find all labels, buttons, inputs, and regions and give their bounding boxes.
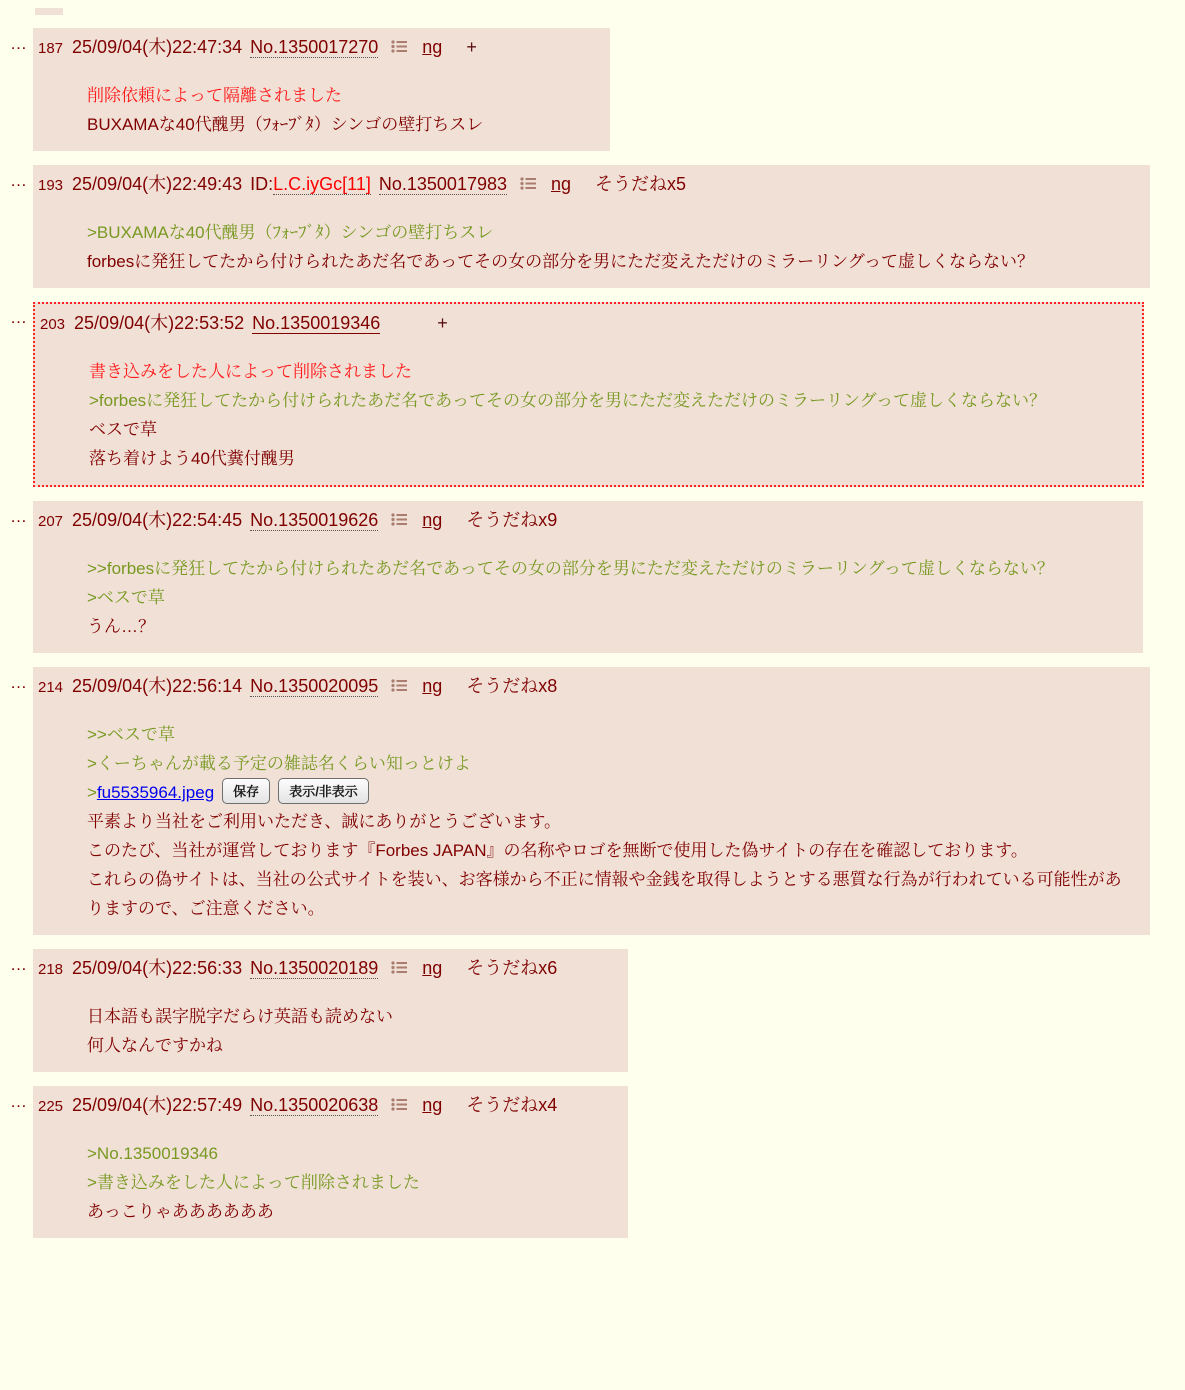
quote-line: >>ベスで草 [87,725,175,744]
sodane-count[interactable]: そうだねx6 [466,958,558,978]
post-text-line: これらの偽サイトは、当社の公式サイトを装い、お客様から不正に情報や金銭を取得しようとする悪質な行為が行われている可能性がありますので、ご注意ください。 [87,870,1122,918]
post-menu-dots[interactable]: … [10,1092,27,1111]
reply-counter: 218 [38,961,64,978]
quote-list-icon[interactable] [391,36,407,60]
reply-counter: 203 [40,316,66,333]
post-menu-dots[interactable]: … [10,308,27,327]
reply-counter: 193 [38,177,64,194]
post-menu-dots[interactable]: … [10,955,27,974]
post-row-218 [10,949,1185,1072]
post-date: 25/09/04(木)22:49:43 [72,174,243,194]
post-225 [33,1086,628,1238]
post-text-line: 何人なんですかね [87,1036,223,1055]
post-menu-dots[interactable]: … [10,673,27,692]
ng-button[interactable]: ng [422,510,443,530]
post-header [38,35,598,61]
post-date: 25/09/04(木)22:53:52 [74,313,245,333]
quote-line: >書き込みをした人によって削除されました [87,1173,420,1192]
quote-line: >forbesに発狂してたから付けられたあだ名であってその女の部分を男にただ変えただけのミラーリングって虚しくならない？ [89,391,1046,410]
post-row-225 [10,1086,1185,1238]
post-207 [33,501,1143,653]
post-203-deleted [33,302,1144,487]
ng-button[interactable]: ng [422,37,443,57]
ng-button[interactable]: ng [551,174,572,194]
post-row-207 [10,501,1185,653]
post-header [38,674,1138,700]
post-number-link[interactable]: No.1350017983 [378,174,507,194]
post-number-link[interactable]: No.1350020638 [250,1095,379,1115]
post-text-line: このたび、当社が運営しております『Forbes JAPAN』の名称やロゴを無断で使用した偽サイトの存在を確認しております。 [87,841,1028,860]
post-number-link[interactable]: No.1350019346 [252,313,381,333]
quote-line: >くーちゃんが載る予定の雑誌名くらい知っとけよ [87,754,471,773]
quote-prefix: > [87,783,97,802]
post-row-214 [10,667,1185,935]
quote-list-icon[interactable] [520,173,536,197]
post-header [38,1093,616,1119]
post-row-203 [10,302,1185,487]
file-toggle-button[interactable]: 表示/非表示 [278,778,369,804]
post-header [38,508,1131,534]
post-text-line: ベスで草 [89,420,157,439]
post-date: 25/09/04(木)22:54:45 [72,510,243,530]
quote-list-icon[interactable] [391,509,407,533]
post-body [87,81,598,139]
post-text-line: 落ち着けよう40代糞付醜男 [89,449,295,468]
post-row-187 [10,28,1185,151]
reply-counter: 187 [38,40,64,57]
post-text-line: 日本語も誤字脱字だらけ英語も読めない [87,1007,393,1026]
quote-line: >No.1350019346 [87,1144,218,1163]
post-date: 25/09/04(木)22:57:49 [72,1095,243,1115]
post-body [87,554,1131,641]
ng-button[interactable]: ng [422,1095,443,1115]
post-text-line: BUXAMAな40代醜男（ﾌｫｰﾌﾞﾀ）シンゴの壁打ちスレ [87,115,484,134]
post-row-193 [10,165,1185,288]
sodane-count[interactable]: そうだねx5 [595,174,687,194]
quote-list-icon[interactable] [391,675,407,699]
post-text-line: 平素より当社をご利用いただき、誠にありがとうございます。 [87,812,561,831]
post-date: 25/09/04(木)22:56:33 [72,958,243,978]
post-193 [33,165,1150,288]
post-number-link[interactable]: No.1350017270 [250,37,379,57]
post-218 [33,949,628,1072]
post-menu-dots[interactable]: … [10,34,27,53]
quote-line: >>forbesに発狂してたから付けられたあだ名であってその女の部分を男にただ変えただけのミラーリングって虚しくならない？ [87,559,1054,578]
post-number-link[interactable]: No.1350019626 [250,510,379,530]
file-attachment-line [87,778,1138,807]
post-header [38,172,1138,198]
sodane-count[interactable]: そうだねx4 [466,1095,558,1115]
post-number-link[interactable]: No.1350020189 [250,958,379,978]
post-body [89,357,1130,473]
reply-counter: 207 [38,513,64,530]
post-187 [33,28,610,151]
post-number-link[interactable]: No.1350020095 [250,676,379,696]
poster-id-link[interactable]: L.C.iyGc[11] [273,174,371,194]
post-date: 25/09/04(木)22:47:34 [72,37,243,57]
reply-counter: 225 [38,1098,64,1115]
file-save-button[interactable]: 保存 [222,778,270,804]
post-menu-dots[interactable]: … [10,507,27,526]
post-body [87,720,1138,923]
deleted-notice: 削除依頼によって隔離されました [87,86,342,105]
post-body [87,1002,616,1060]
post-menu-dots[interactable]: … [10,171,27,190]
reply-counter: 214 [38,679,64,696]
quote-list-icon[interactable] [391,1094,407,1118]
previous-post-edge [35,8,63,15]
sodane-plus-button[interactable]: + [437,313,448,333]
ng-button[interactable]: ng [422,676,443,696]
id-label: ID: [250,174,274,194]
sodane-count[interactable]: そうだねx9 [466,510,558,530]
ng-button[interactable]: ng [422,958,443,978]
post-header [38,956,616,982]
deleted-notice: 書き込みをした人によって削除されました [89,362,412,381]
post-text-line: うん…？ [87,617,155,636]
quote-line: >BUXAMAな40代醜男（ﾌｫｰﾌﾞﾀ）シンゴの壁打ちスレ [87,223,494,242]
post-body [87,1139,616,1226]
post-header [40,311,1130,337]
post-text-line: あっこりゃああああああ [87,1202,274,1221]
quote-list-icon[interactable] [391,957,407,981]
quote-line: >ベスで草 [87,588,165,607]
sodane-plus-button[interactable]: + [466,37,477,57]
post-214 [33,667,1150,935]
post-text-line: forbesに発狂してたから付けられたあだ名であってその女の部分を男にただ変えただけのミラーリングって虚しくならない？ [87,252,1035,271]
post-date: 25/09/04(木)22:56:14 [72,676,243,696]
file-link[interactable]: fu5535964.jpeg [96,783,215,802]
sodane-count[interactable]: そうだねx8 [466,676,558,696]
post-body [87,218,1138,276]
